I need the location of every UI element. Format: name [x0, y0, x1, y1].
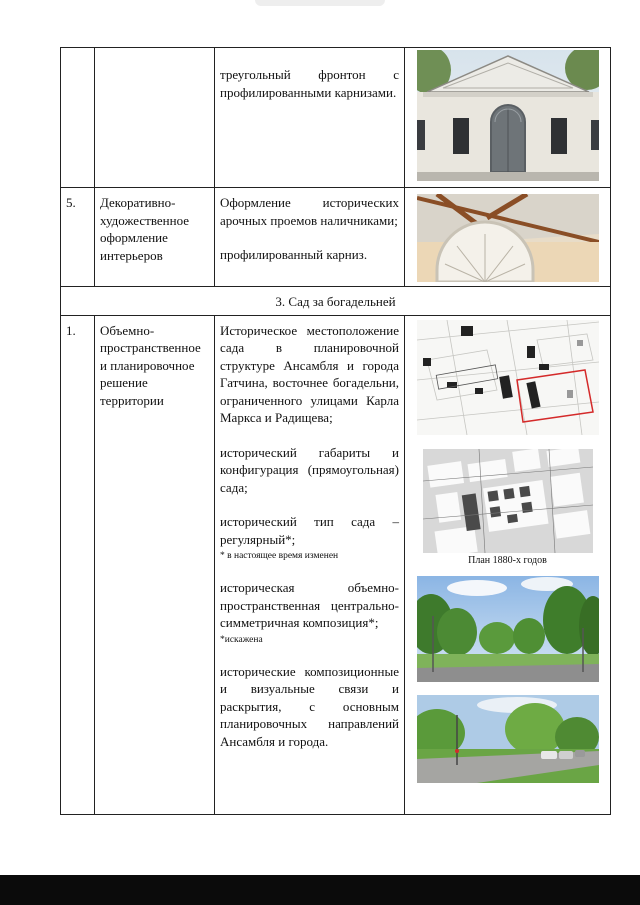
description-visual-links: исторические композиционные и визуальные связи и раскрытия, с основным планировочных направлений Ансамбля и города.: [220, 663, 399, 749]
cell-image: [405, 48, 611, 188]
cell-images: [405, 315, 611, 814]
cadastral-map-icon: [417, 320, 599, 435]
description-type: исторический тип сада – регулярный*;: [220, 514, 399, 547]
footnote-composition: *искажена: [220, 634, 263, 645]
street-photo-icon: [417, 695, 599, 783]
section-header-row: [61, 287, 611, 316]
table-row-pediment: [61, 48, 611, 188]
cell-number: [61, 188, 95, 287]
row-number: 1.: [66, 322, 76, 338]
cell-name: [95, 48, 215, 188]
scan-bottom-border: [0, 875, 640, 905]
plan-caption: План 1880-х годов: [468, 554, 547, 566]
cell-number: [61, 315, 95, 814]
description-architraves: Оформление исторических арочных проемов наличниками;: [220, 195, 399, 228]
pavilion-facade-photo-icon: [417, 50, 599, 181]
row-number: 5.: [66, 195, 76, 210]
interior-arch-photo-icon: [417, 194, 599, 282]
table-row-5: [61, 188, 611, 287]
cell-name: [95, 188, 215, 287]
protected-features-table: [60, 47, 611, 815]
footnote-type: * в настоящее время изменен: [220, 551, 339, 561]
cell-description: [215, 188, 405, 287]
section-title: 3. Сад за богадельней: [61, 287, 611, 316]
element-name: Декоративно-художественное оформление интерьеров: [100, 195, 190, 263]
cell-description: [215, 315, 405, 814]
cell-image: [405, 188, 611, 287]
historic-plan-icon: [423, 449, 593, 553]
description-location: Историческое местоположение сада в планировочной структуре Ансамбля и города Гатчина, восточнее богадельни, ограниченного улицами Карла Маркса и Радищева;: [220, 322, 399, 425]
description-composition-block: [220, 579, 399, 646]
cell-number: [61, 48, 95, 188]
element-name: Объемно-пространственное и планировочное решение территории: [100, 322, 201, 408]
cell-description: [215, 48, 405, 188]
garden-photo-icon: [417, 576, 599, 682]
cell-name: [95, 315, 215, 814]
pediment-description: треугольный фронтон с профилированными карнизами.: [220, 67, 399, 100]
description-dimensions: исторический габариты и конфигурация (прямоугольная) сада;: [220, 444, 399, 495]
description-cornice: профилированный карниз.: [220, 247, 368, 262]
scan-edge-mark: [255, 0, 385, 6]
description-composition: историческая объемно-пространственная центрально-симметричная композиция*;: [220, 580, 399, 630]
table-row-1: [61, 315, 611, 814]
description-type-block: [220, 513, 399, 562]
